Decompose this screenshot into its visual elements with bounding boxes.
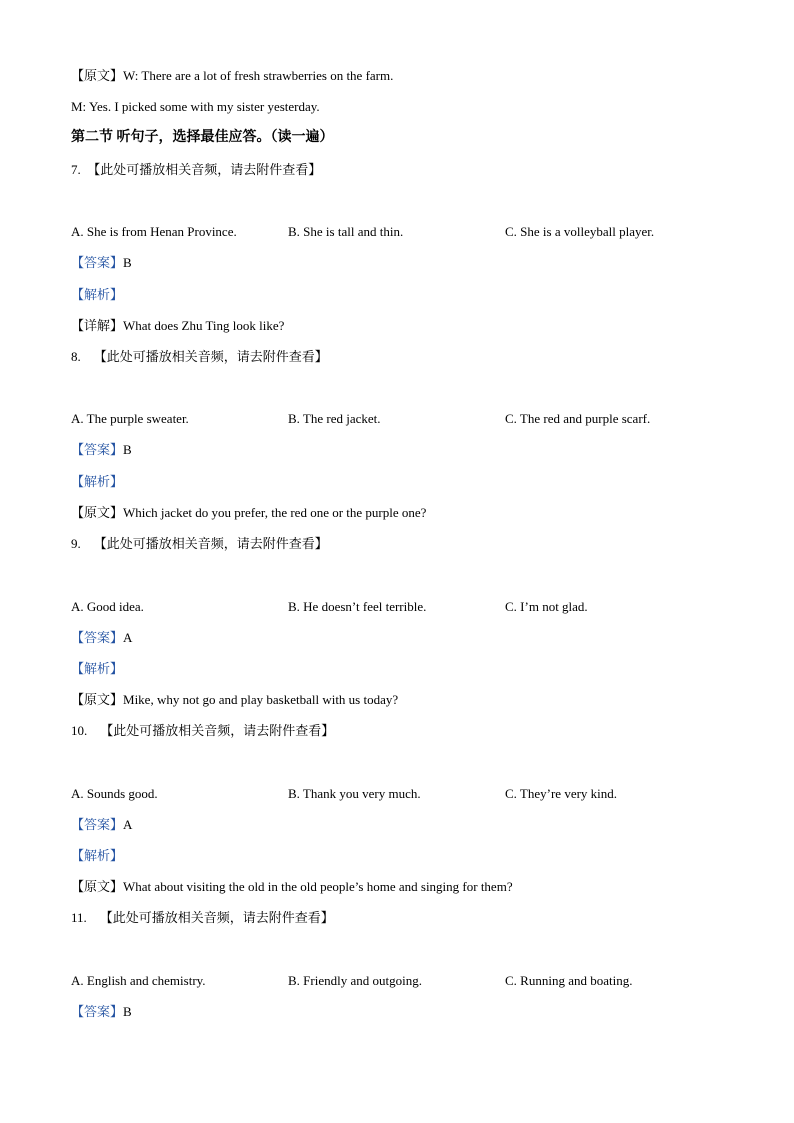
question-8-answer: [71, 441, 132, 459]
question-11-prompt: [71, 909, 334, 927]
question-11-option-b: B. Friendly and outgoing.: [288, 973, 422, 988]
question-9-analysis-tag: 【解析】: [71, 661, 124, 676]
question-10-analysis-tag: 【解析】: [71, 848, 124, 863]
answer-tag: 【答案】: [71, 1004, 124, 1019]
detail-tag: 【原文】: [71, 505, 124, 520]
question-10-option-c: C. They’re very kind.: [505, 786, 618, 801]
question-9-detail: [71, 691, 398, 709]
audio-placeholder: 【此处可播放相关音频，请去附件查看】: [99, 910, 334, 925]
question-9-prompt: [71, 535, 328, 553]
question-8-option-b: B. The red jacket.: [288, 411, 381, 426]
answer-value: B: [123, 255, 132, 270]
transcript-line-2: M: Yes. I picked some with my sister yesterday.: [71, 99, 320, 114]
question-number: 9.: [71, 536, 81, 551]
question-10-detail: [71, 878, 513, 896]
transcript-text: W: There are a lot of fresh strawberries on the farm.: [123, 68, 394, 83]
question-9-option-a: A. Good idea.: [71, 599, 144, 614]
question-number: 7.: [71, 162, 81, 177]
detail-text: Mike, why not go and play basketball with us today?: [123, 692, 399, 707]
question-11-answer: [71, 1003, 132, 1021]
answer-value: B: [123, 442, 132, 457]
detail-tag: 【原文】: [71, 879, 124, 894]
question-10-option-a: A. Sounds good.: [71, 786, 158, 801]
detail-text: Which jacket do you prefer, the red one or the purple one?: [123, 505, 427, 520]
question-7-prompt: [71, 161, 321, 179]
question-number: 11.: [71, 910, 87, 925]
answer-value: A: [123, 817, 133, 832]
question-10-option-b: B. Thank you very much.: [288, 786, 421, 801]
audio-placeholder: 【此处可播放相关音频，请去附件查看】: [93, 536, 328, 551]
answer-value: B: [123, 1004, 132, 1019]
question-8-option-a: A. The purple sweater.: [71, 411, 189, 426]
question-10-answer: [71, 816, 132, 834]
answer-value: A: [123, 630, 133, 645]
audio-placeholder: 【此处可播放相关音频，请去附件查看】: [100, 723, 335, 738]
question-11-option-c: C. Running and boating.: [505, 973, 633, 988]
question-7-option-c: C. She is a volleyball player.: [505, 224, 655, 239]
question-7-option-a: A. She is from Henan Province.: [71, 224, 237, 239]
question-7-analysis-tag: 【解析】: [71, 287, 124, 302]
question-9-option-c: C. I’m not glad.: [505, 599, 588, 614]
question-number: 8.: [71, 349, 81, 364]
question-10-prompt: [71, 722, 334, 740]
question-11-option-a: A. English and chemistry.: [71, 973, 206, 988]
detail-text: What about visiting the old in the old people’s home and singing for them?: [123, 879, 513, 894]
question-8-prompt: [71, 348, 328, 366]
detail-tag: 【原文】: [71, 692, 124, 707]
audio-placeholder: 【此处可播放相关音频，请去附件查看】: [93, 349, 328, 364]
question-8-detail: [71, 504, 426, 522]
detail-text: What does Zhu Ting look like?: [123, 318, 285, 333]
question-7-detail: [71, 317, 284, 335]
question-9-answer: [71, 629, 132, 647]
answer-tag: 【答案】: [71, 442, 124, 457]
answer-tag: 【答案】: [71, 630, 124, 645]
transcript-tag: 【原文】: [71, 68, 124, 83]
audio-placeholder: 【此处可播放相关音频，请去附件查看】: [87, 162, 322, 177]
answer-tag: 【答案】: [71, 817, 124, 832]
detail-tag: 【详解】: [71, 318, 124, 333]
answer-tag: 【答案】: [71, 255, 124, 270]
question-7-answer: [71, 254, 132, 272]
question-9-option-b: B. He doesn’t feel terrible.: [288, 599, 427, 614]
question-7-option-b: B. She is tall and thin.: [288, 224, 404, 239]
question-8-analysis-tag: 【解析】: [71, 474, 124, 489]
transcript-line-1: [71, 67, 393, 85]
section-title: 第二节 听句子，选择最佳应答。（读一遍）: [71, 130, 334, 145]
question-8-option-c: C. The red and purple scarf.: [505, 411, 651, 426]
question-number: 10.: [71, 723, 88, 738]
